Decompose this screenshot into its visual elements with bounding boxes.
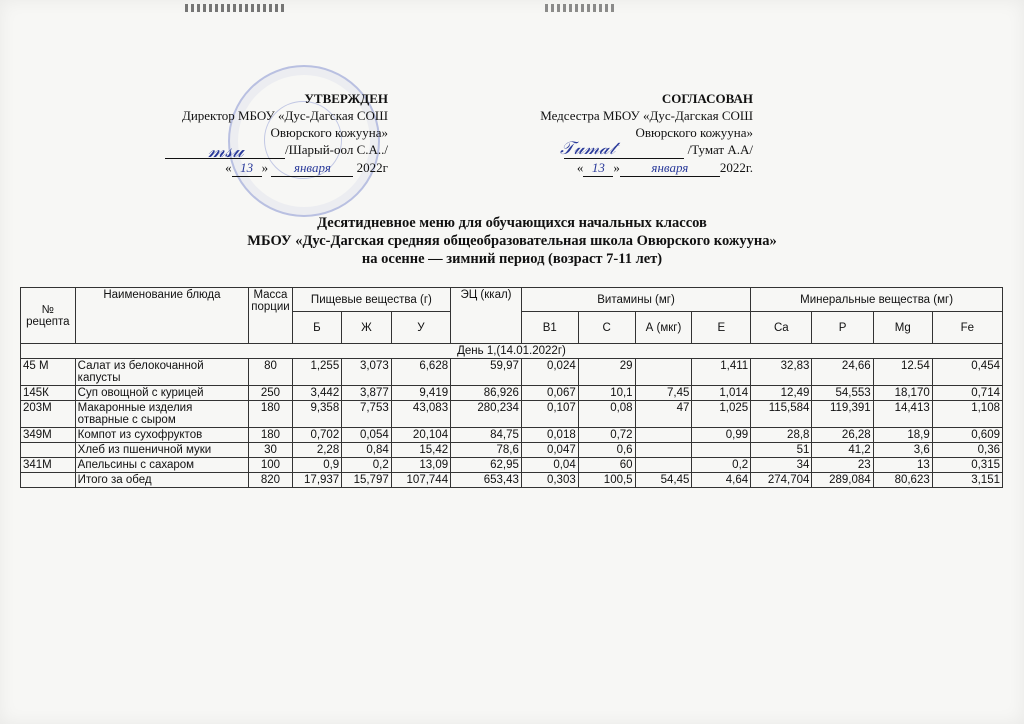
approval-organization: Овюрского кожууна» xyxy=(635,125,753,140)
header-protein: Б xyxy=(292,312,342,344)
mass-cell: 30 xyxy=(249,443,292,458)
signature-line xyxy=(140,141,388,159)
date-month: января xyxy=(620,159,720,177)
c-cell: 0,08 xyxy=(578,401,635,428)
b1-cell: 0,024 xyxy=(521,359,578,386)
fe-cell: 0,454 xyxy=(932,359,1002,386)
p-cell: 26,28 xyxy=(812,428,873,443)
b1-cell: 0,04 xyxy=(521,458,578,473)
approval-position: Директор МБОУ «Дус-Дагская СОШ xyxy=(181,108,388,123)
carbs-cell: 20,104 xyxy=(391,428,450,443)
protein-cell: 1,255 xyxy=(292,359,342,386)
ca-cell: 274,704 xyxy=(751,473,812,488)
header-mass: Масса порции xyxy=(249,288,292,344)
p-cell: 41,2 xyxy=(812,443,873,458)
table-row xyxy=(21,443,1003,458)
signature-director: 𝓂𝓈𝓊 xyxy=(208,138,244,162)
ca-cell: 32,83 xyxy=(751,359,812,386)
energy-cell: 280,234 xyxy=(451,401,522,428)
carbs-cell: 107,744 xyxy=(391,473,450,488)
ca-cell: 28,8 xyxy=(751,428,812,443)
c-cell: 60 xyxy=(578,458,635,473)
a-cell: 54,45 xyxy=(635,473,692,488)
total-row xyxy=(21,473,1003,488)
header-fat: Ж xyxy=(342,312,392,344)
date-day: 13 xyxy=(583,159,613,177)
mg-cell: 3,6 xyxy=(873,443,932,458)
approval-block-nurse xyxy=(495,90,753,177)
table-row xyxy=(21,428,1003,443)
recipe-cell xyxy=(21,473,76,488)
header-nutrients: Пищевые вещества (г) xyxy=(292,288,450,312)
p-cell: 54,553 xyxy=(812,386,873,401)
day-row xyxy=(21,344,1003,359)
dish-cell: Суп овощной с курицей xyxy=(75,386,249,401)
a-cell xyxy=(635,359,692,386)
approval-date: « 13 » января 2022г. xyxy=(576,160,753,175)
signature-nurse: 𝒯𝓊𝓂𝒶𝓉 xyxy=(560,138,616,159)
approval-header: СОГЛАСОВАН xyxy=(661,91,753,106)
table-row xyxy=(21,458,1003,473)
day-label: День 1,(14.01.2022г) xyxy=(21,344,1003,359)
a-cell xyxy=(635,458,692,473)
scan-mark xyxy=(545,4,615,12)
signature-line xyxy=(495,141,753,159)
c-cell: 0,6 xyxy=(578,443,635,458)
header-recipe: № рецепта xyxy=(21,288,76,344)
mg-cell: 13 xyxy=(873,458,932,473)
b1-cell: 0,107 xyxy=(521,401,578,428)
ca-cell: 115,584 xyxy=(751,401,812,428)
e-cell: 0,2 xyxy=(692,458,751,473)
energy-cell: 59,97 xyxy=(451,359,522,386)
fat-cell: 3,877 xyxy=(342,386,392,401)
mass-cell: 250 xyxy=(249,386,292,401)
p-cell: 23 xyxy=(812,458,873,473)
mg-cell: 12.54 xyxy=(873,359,932,386)
fe-cell: 3,151 xyxy=(932,473,1002,488)
e-cell: 1,411 xyxy=(692,359,751,386)
energy-cell: 62,95 xyxy=(451,458,522,473)
energy-cell: 84,75 xyxy=(451,428,522,443)
carbs-cell: 13,09 xyxy=(391,458,450,473)
table-row xyxy=(21,386,1003,401)
header-ca: Ca xyxy=(751,312,812,344)
fat-cell: 0,054 xyxy=(342,428,392,443)
recipe-cell: 349М xyxy=(21,428,76,443)
fat-cell: 7,753 xyxy=(342,401,392,428)
date-year: 2022г. xyxy=(719,160,753,175)
approval-header: УТВЕРЖДЕН xyxy=(304,91,388,106)
header-dish: Наименование блюда xyxy=(75,288,249,344)
b1-cell: 0,047 xyxy=(521,443,578,458)
mg-cell: 18,170 xyxy=(873,386,932,401)
a-cell: 7,45 xyxy=(635,386,692,401)
b1-cell: 0,303 xyxy=(521,473,578,488)
header-vitamins: Витамины (мг) xyxy=(521,288,750,312)
approval-position: Медсестра МБОУ «Дус-Дагская СОШ xyxy=(540,108,753,123)
protein-cell: 2,28 xyxy=(292,443,342,458)
signer-name: /Тумат А.А/ xyxy=(687,142,753,157)
mass-cell: 80 xyxy=(249,359,292,386)
carbs-cell: 6,628 xyxy=(391,359,450,386)
mg-cell: 80,623 xyxy=(873,473,932,488)
dish-cell: Апельсины с сахаром xyxy=(75,458,249,473)
mass-cell: 180 xyxy=(249,428,292,443)
e-cell: 4,64 xyxy=(692,473,751,488)
p-cell: 24,66 xyxy=(812,359,873,386)
c-cell: 0,72 xyxy=(578,428,635,443)
energy-cell: 86,926 xyxy=(451,386,522,401)
fat-cell: 3,073 xyxy=(342,359,392,386)
fe-cell: 1,108 xyxy=(932,401,1002,428)
fat-cell: 0,2 xyxy=(342,458,392,473)
header-c: C xyxy=(578,312,635,344)
dish-cell: Макаронные изделия отварные с сыром xyxy=(75,401,249,428)
recipe-cell xyxy=(21,443,76,458)
e-cell: 1,014 xyxy=(692,386,751,401)
recipe-cell: 45 М xyxy=(21,359,76,386)
fat-cell: 0,84 xyxy=(342,443,392,458)
protein-cell: 0,9 xyxy=(292,458,342,473)
protein-cell: 9,358 xyxy=(292,401,342,428)
signer-name: /Шарый-оол С.А../ xyxy=(284,142,388,157)
mass-cell: 820 xyxy=(249,473,292,488)
carbs-cell: 9,419 xyxy=(391,386,450,401)
scan-mark xyxy=(185,4,285,12)
recipe-cell: 203М xyxy=(21,401,76,428)
header-b1: B1 xyxy=(521,312,578,344)
ca-cell: 51 xyxy=(751,443,812,458)
date-year: 2022г xyxy=(356,160,388,175)
mass-cell: 100 xyxy=(249,458,292,473)
menu-table xyxy=(20,287,1003,488)
approval-block-director xyxy=(140,90,388,177)
c-cell: 29 xyxy=(578,359,635,386)
date-day: 13 xyxy=(232,159,262,177)
title-line: Десятидневное меню для обучающихся начальных классов xyxy=(317,215,707,231)
carbs-cell: 15,42 xyxy=(391,443,450,458)
carbs-cell: 43,083 xyxy=(391,401,450,428)
protein-cell: 17,937 xyxy=(292,473,342,488)
c-cell: 10,1 xyxy=(578,386,635,401)
energy-cell: 653,43 xyxy=(451,473,522,488)
dish-cell: Хлеб из пшеничной муки xyxy=(75,443,249,458)
table-row xyxy=(21,359,1003,386)
recipe-cell: 145К xyxy=(21,386,76,401)
a-cell xyxy=(635,428,692,443)
protein-cell: 3,442 xyxy=(292,386,342,401)
dish-cell: Салат из белокочанной капусты xyxy=(75,359,249,386)
ca-cell: 12,49 xyxy=(751,386,812,401)
fe-cell: 0,714 xyxy=(932,386,1002,401)
b1-cell: 0,067 xyxy=(521,386,578,401)
b1-cell: 0,018 xyxy=(521,428,578,443)
document-title xyxy=(0,214,1024,268)
date-month: января xyxy=(271,159,353,177)
e-cell: 1,025 xyxy=(692,401,751,428)
p-cell: 289,084 xyxy=(812,473,873,488)
approval-date: « 13 » января 2022г xyxy=(225,160,388,175)
ca-cell: 34 xyxy=(751,458,812,473)
approval-organization: Овюрского кожууна» xyxy=(270,125,388,140)
a-cell xyxy=(635,443,692,458)
fe-cell: 0,609 xyxy=(932,428,1002,443)
energy-cell: 78,6 xyxy=(451,443,522,458)
header-carbs: У xyxy=(391,312,450,344)
title-line: на осенне — зимний период (возраст 7-11 лет) xyxy=(361,251,663,267)
header-mg: Mg xyxy=(873,312,932,344)
header-e: E xyxy=(692,312,751,344)
recipe-cell: 341М xyxy=(21,458,76,473)
e-cell: 0,99 xyxy=(692,428,751,443)
a-cell: 47 xyxy=(635,401,692,428)
header-energy: ЭЦ (ккал) xyxy=(451,288,522,344)
dish-cell: Итого за обед xyxy=(75,473,249,488)
header-a: А (мкг) xyxy=(635,312,692,344)
header-fe: Fe xyxy=(932,312,1002,344)
mg-cell: 14,413 xyxy=(873,401,932,428)
protein-cell: 0,702 xyxy=(292,428,342,443)
mass-cell: 180 xyxy=(249,401,292,428)
fe-cell: 0,315 xyxy=(932,458,1002,473)
c-cell: 100,5 xyxy=(578,473,635,488)
table-row xyxy=(21,401,1003,428)
mg-cell: 18,9 xyxy=(873,428,932,443)
header-p: P xyxy=(812,312,873,344)
p-cell: 119,391 xyxy=(812,401,873,428)
fe-cell: 0,36 xyxy=(932,443,1002,458)
e-cell xyxy=(692,443,751,458)
header-minerals: Минеральные вещества (мг) xyxy=(751,288,1003,312)
fat-cell: 15,797 xyxy=(342,473,392,488)
dish-cell: Компот из сухофруктов xyxy=(75,428,249,443)
title-line: МБОУ «Дус-Дагская средняя общеобразовательная школа Овюрского кожууна» xyxy=(247,233,777,249)
